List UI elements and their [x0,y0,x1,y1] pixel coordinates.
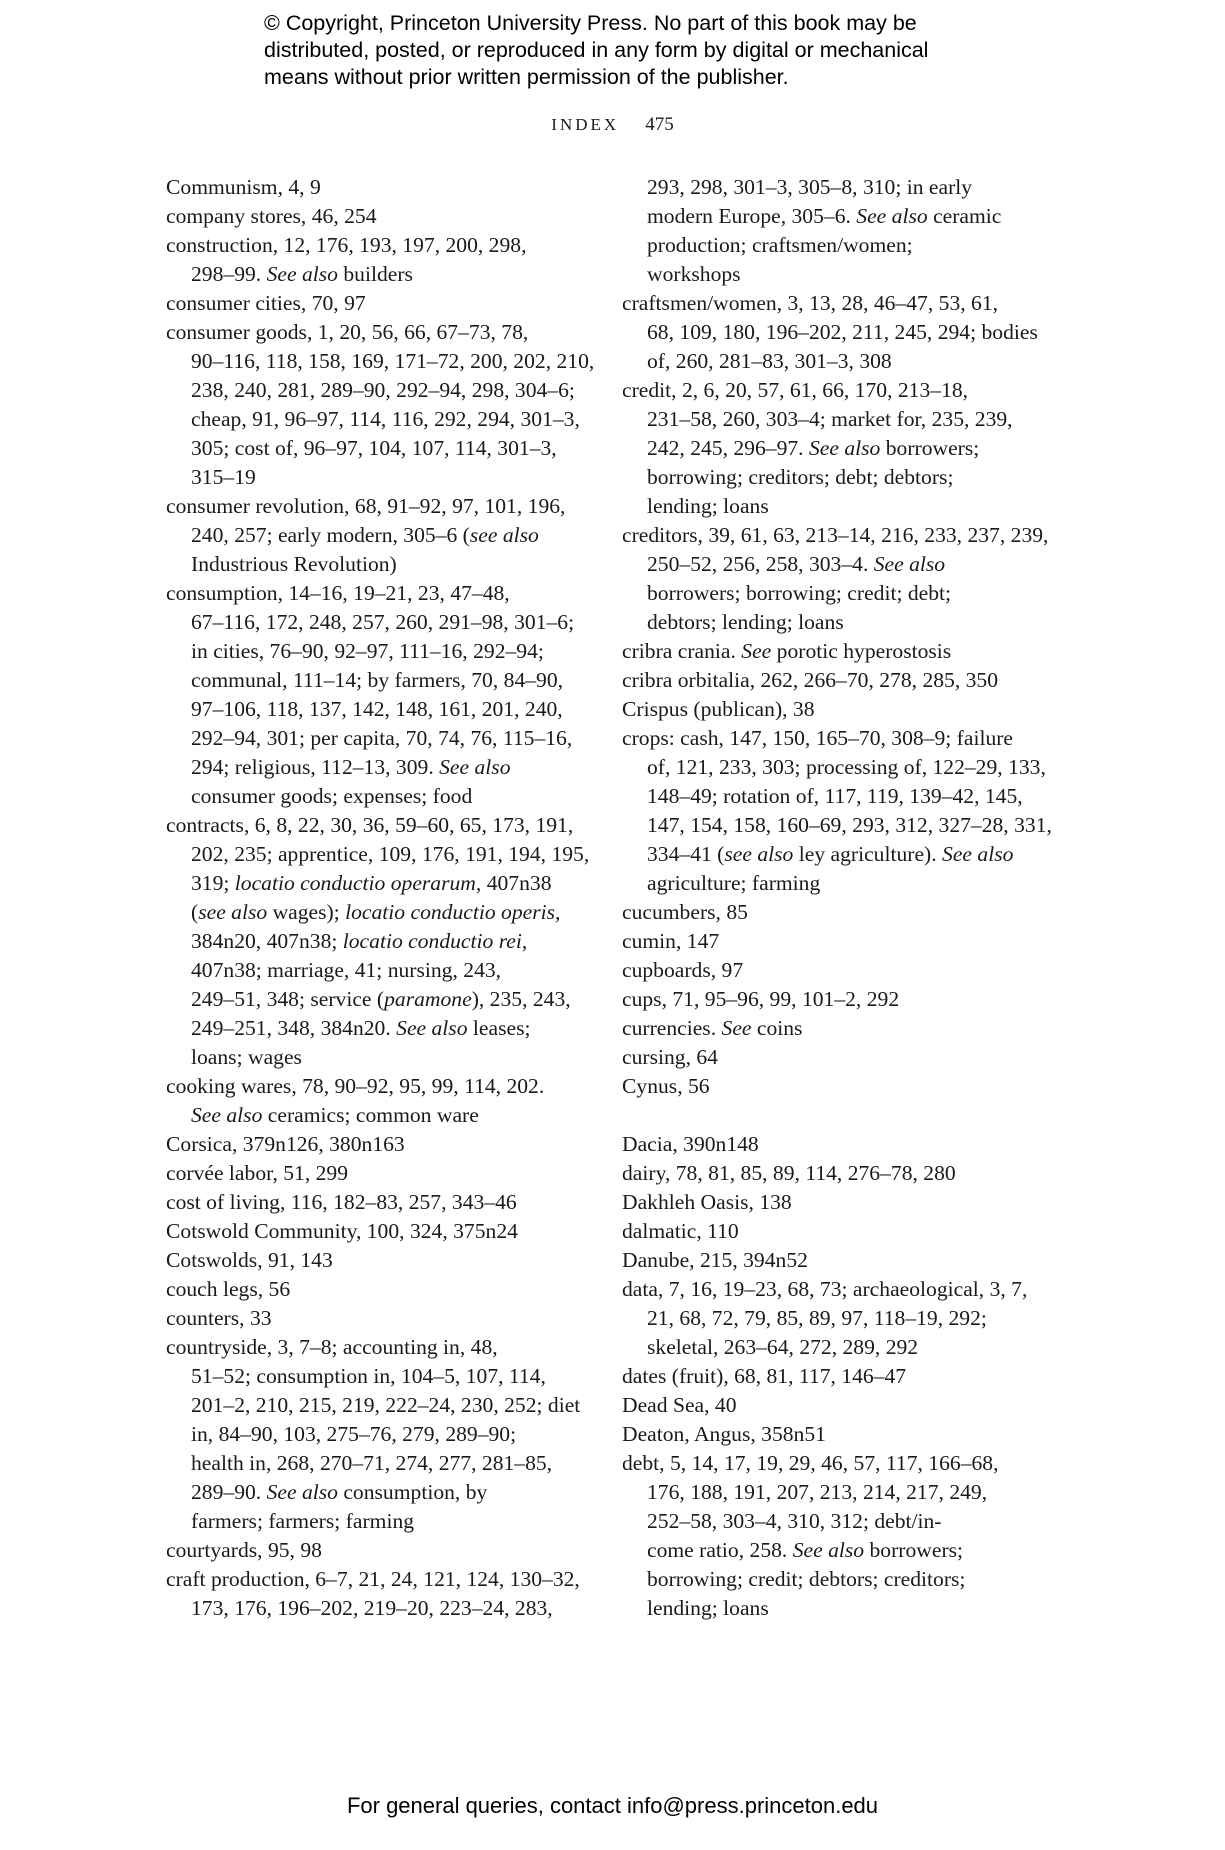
index-entry-heading: craftsmen/women, 3, 13, 28, 46–47, 53, 61, [622,291,999,315]
index-entry [166,1275,580,1304]
index-entry-heading: Danube, 215, 394n52 [622,1248,808,1272]
index-entry-continuation: agriculture; farming [647,871,821,895]
index-entry [166,579,580,811]
index-entry-continuation: 294; religious, 112–13, 309. See also [191,755,511,779]
index-entry-continuation: 21, 68, 72, 79, 85, 89, 97, 118–19, 292; [647,1306,987,1330]
index-entry-continuation: farmers; farmers; farming [191,1509,415,1533]
index-entry-heading: currencies. See coins [622,1016,803,1040]
index-entry [622,1188,1040,1217]
running-head [0,114,1225,136]
index-entry-heading: dairy, 78, 81, 85, 89, 114, 276–78, 280 [622,1161,956,1185]
index-entry [166,1304,580,1333]
index-entry [622,1217,1040,1246]
index-entry-heading: Cotswolds, 91, 143 [166,1248,333,1272]
index-entry-heading: cribra crania. See porotic hyperostosis [622,639,952,663]
index-entry-continuation: Industrious Revolution) [191,552,397,576]
index-entry-continuation: 334–41 (see also ley agriculture). See also [647,842,1014,866]
index-entry-continuation: 407n38; marriage, 41; nursing, 243, [191,958,502,982]
index-column-left [166,173,595,1623]
index-entry-continuation: loans; wages [191,1045,302,1069]
index-entry [166,1188,580,1217]
index-entry [622,1130,1040,1159]
index-entry [166,289,580,318]
index-entry [166,1159,580,1188]
index-entry [166,318,595,492]
index-entry-continuation: 292–94, 301; per capita, 70, 74, 76, 115–16, [191,726,573,750]
index-entry [166,492,580,579]
index-entry-heading: corvée labor, 51, 299 [166,1161,349,1185]
index-entry-continuation: borrowers; borrowing; credit; debt; [647,581,952,605]
index-entry-continuation: 148–49; rotation of, 117, 119, 139–42, 145, [647,784,1023,808]
index-entry-continuation: production; craftsmen/women; [647,233,913,257]
copyright-line: © Copyright, Princeton University Press. No part of this book may be [264,11,917,35]
index-entry [166,811,590,1072]
index-entry-heading: dalmatic, 110 [622,1219,739,1243]
index-entry-heading: consumer cities, 70, 97 [166,291,366,315]
index-entry-continuation: 202, 235; apprentice, 109, 176, 191, 194, 195, [191,842,590,866]
index-entry-continuation: communal, 111–14; by farmers, 70, 84–90, [191,668,564,692]
index-entry-heading: cost of living, 116, 182–83, 257, 343–46 [166,1190,517,1214]
index-entry-continuation: debtors; lending; loans [647,610,844,634]
index-entry [622,637,1040,666]
index-entry-heading: contracts, 6, 8, 22, 30, 36, 59–60, 65, 173, 191, [166,813,574,837]
index-entry [622,927,1040,956]
index-entry-heading: courtyards, 95, 98 [166,1538,322,1562]
index-entry-heading: crops: cash, 147, 150, 165–70, 308–9; failure [622,726,1014,750]
index-entry-heading: cursing, 64 [622,1045,718,1069]
index-entry-continuation: workshops [647,262,741,286]
index-entry [622,1420,1040,1449]
index-entry-continuation: 250–52, 256, 258, 303–4. See also [647,552,946,576]
index-entry-continuation: See also ceramics; common ware [191,1103,479,1127]
index-entry-continuation: 298–99. See also builders [191,262,413,286]
index-entry-heading: cupboards, 97 [622,958,744,982]
index-entry-continuation: lending; loans [647,494,769,518]
index-column-right [622,173,1052,1623]
index-entry [166,1072,580,1130]
index-entry-heading: consumption, 14–16, 19–21, 23, 47–48, [166,581,510,605]
index-entry-continuation: 319; locatio conductio operarum, 407n38 [191,871,552,895]
index-entry-continuation: lending; loans [647,1596,769,1620]
index-entry-continuation: 97–106, 118, 137, 142, 148, 161, 201, 240, [191,697,563,721]
index-entry-continuation: come ratio, 258. See also borrowers; [647,1538,964,1562]
index-entry-heading: cooking wares, 78, 90–92, 95, 99, 114, 202. [166,1074,545,1098]
index-entry [166,1130,580,1159]
index-entry-continuation: 147, 154, 158, 160–69, 293, 312, 327–28, 331, [647,813,1052,837]
index-entry [622,1014,1040,1043]
index-entry-continuation: 90–116, 118, 158, 169, 171–72, 200, 202, 210, [191,349,595,373]
index-entry-continuation: health in, 268, 270–71, 274, 277, 281–85, [191,1451,553,1475]
index-entry-continuation: (see also wages); locatio conductio operis, [191,900,561,924]
index-entry-continuation: cheap, 91, 96–97, 114, 116, 292, 294, 301–3, [191,407,580,431]
index-entry [622,1159,1040,1188]
index-entry-heading: data, 7, 16, 19–23, 68, 73; archaeological, 3, 7, [622,1277,1028,1301]
index-entry [622,724,1052,898]
index-entry-continuation: skeletal, 263–64, 272, 289, 292 [647,1335,919,1359]
index-entry [622,1275,1040,1362]
index-entry-continuation: 68, 109, 180, 196–202, 211, 245, 294; bodies [647,320,1038,344]
index-entry [166,1333,580,1536]
index-entry-heading: Deaton, Angus, 358n51 [622,1422,826,1446]
index-entry-continuation: 51–52; consumption in, 104–5, 107, 114, [191,1364,546,1388]
index-entry [622,289,1040,376]
index-entry-continuation: 240, 257; early modern, 305–6 (see also [191,523,539,547]
index-entry-heading: Corsica, 379n126, 380n163 [166,1132,405,1156]
index-entry-heading: cumin, 147 [622,929,720,953]
index-entry [622,898,1040,927]
index-entry-continuation: 67–116, 172, 248, 257, 260, 291–98, 301–6; [191,610,575,634]
index-entry [166,202,580,231]
index-entry [166,173,580,202]
index-entry [166,231,580,289]
index-entry-heading: consumer goods, 1, 20, 56, 66, 67–73, 78, [166,320,529,344]
index-entry-continuation: 293, 298, 301–3, 305–8, 310; in early [647,175,973,199]
index-entry-continuation: modern Europe, 305–6. See also ceramic [647,204,1002,228]
index-entry [622,1072,1040,1101]
index-entry-continuation: 176, 188, 191, 207, 213, 214, 217, 249, [647,1480,988,1504]
index-entry-continuation: of, 260, 281–83, 301–3, 308 [647,349,892,373]
index-entry-heading: creditors, 39, 61, 63, 213–14, 216, 233, 237, 239, [622,523,1049,547]
index-entry [622,695,1040,724]
index-entry-heading: Cotswold Community, 100, 324, 375n24 [166,1219,518,1243]
index-entry-continuation: 173, 176, 196–202, 219–20, 223–24, 283, [191,1596,553,1620]
index-entry-continuation: borrowing; creditors; debt; debtors; [647,465,954,489]
index-entry-heading: counters, 33 [166,1306,272,1330]
index-entry-heading: dates (fruit), 68, 81, 117, 146–47 [622,1364,907,1388]
index-entry [622,666,1040,695]
index-entry-continuation: 201–2, 210, 215, 219, 222–24, 230, 252; diet [191,1393,581,1417]
index-entry-continuation: in cities, 76–90, 92–97, 111–16, 292–94; [191,639,544,663]
index-entry-continuation: 242, 245, 296–97. See also borrowers; [647,436,980,460]
copyright-notice [264,10,1024,91]
index-entry [622,1391,1040,1420]
index-entry-continuation: 249–251, 348, 384n20. See also leases; [191,1016,531,1040]
index-entry-heading: craft production, 6–7, 21, 24, 121, 124, 130–32, [166,1567,580,1591]
index-entry-heading: cribra orbitalia, 262, 266–70, 278, 285, 350 [622,668,999,692]
index-entry [622,376,1040,521]
index-entry-heading: debt, 5, 14, 17, 19, 29, 46, 57, 117, 166–68, [622,1451,999,1475]
footer-contact: For general queries, contact info@press.princeton.edu [346,1793,879,1818]
index-entry-heading: cups, 71, 95–96, 99, 101–2, 292 [622,987,900,1011]
index-entry-heading: consumer revolution, 68, 91–92, 97, 101, 196, [166,494,566,518]
index-entry-heading: Dacia, 390n148 [622,1132,759,1156]
index-entry-continuation: in, 84–90, 103, 275–76, 279, 289–90; [191,1422,517,1446]
index-entry-continuation: 289–90. See also consumption, by [191,1480,488,1504]
index-entry-continuation: borrowing; credit; debtors; creditors; [647,1567,966,1591]
index-entry-continuation: 315–19 [191,465,256,489]
index-entry-heading: Cynus, 56 [622,1074,710,1098]
index-entry-heading: company stores, 46, 254 [166,204,377,228]
index-entry-continuation: 384n20, 407n38; locatio conductio rei, [191,929,528,953]
index-entry-heading: cucumbers, 85 [622,900,748,924]
index-entry-heading: Dead Sea, 40 [622,1393,737,1417]
index-entry [622,985,1040,1014]
index-entry-continuation: 252–58, 303–4, 310, 312; debt/in- [647,1509,942,1533]
copyright-line: distributed, posted, or reproduced in any form by digital or mechanical [264,38,929,62]
index-entry-heading: construction, 12, 176, 193, 197, 200, 298, [166,233,527,257]
index-entry [622,1043,1040,1072]
index-entry [166,1246,580,1275]
index-entry-continuation: 305; cost of, 96–97, 104, 107, 114, 301–3, [191,436,557,460]
page-number: 475 [645,114,674,135]
index-entry [166,1565,580,1623]
index-entry [622,521,1049,637]
index-entry-heading: credit, 2, 6, 20, 57, 61, 66, 170, 213–18, [622,378,969,402]
index-entry [622,173,1040,289]
index-entry-continuation: 238, 240, 281, 289–90, 292–94, 298, 304–6; [191,378,575,402]
letter-section-gap [622,1101,1040,1130]
index-entry-continuation: consumer goods; expenses; food [191,784,473,808]
section-title: INDEX [551,115,620,134]
index-entry-heading: Dakhleh Oasis, 138 [622,1190,792,1214]
index-entry-continuation: 231–58, 260, 303–4; market for, 235, 239, [647,407,1013,431]
index-entry-heading: Communism, 4, 9 [166,175,321,199]
index-entry-heading: countryside, 3, 7–8; accounting in, 48, [166,1335,498,1359]
index-entry-heading: couch legs, 56 [166,1277,291,1301]
index-entry [166,1536,580,1565]
index-entry [622,1362,1040,1391]
index-entry-heading: Crispus (publican), 38 [622,697,815,721]
index-entry-continuation: 249–51, 348; service (paramone), 235, 243, [191,987,571,1011]
index-entry [166,1217,580,1246]
index-entry [622,1449,1040,1623]
copyright-line: means without prior written permission of the publisher. [264,65,789,89]
index-entry-continuation: of, 121, 233, 303; processing of, 122–29, 133, [647,755,1046,779]
index-entry [622,1246,1040,1275]
index-entry [622,956,1040,985]
